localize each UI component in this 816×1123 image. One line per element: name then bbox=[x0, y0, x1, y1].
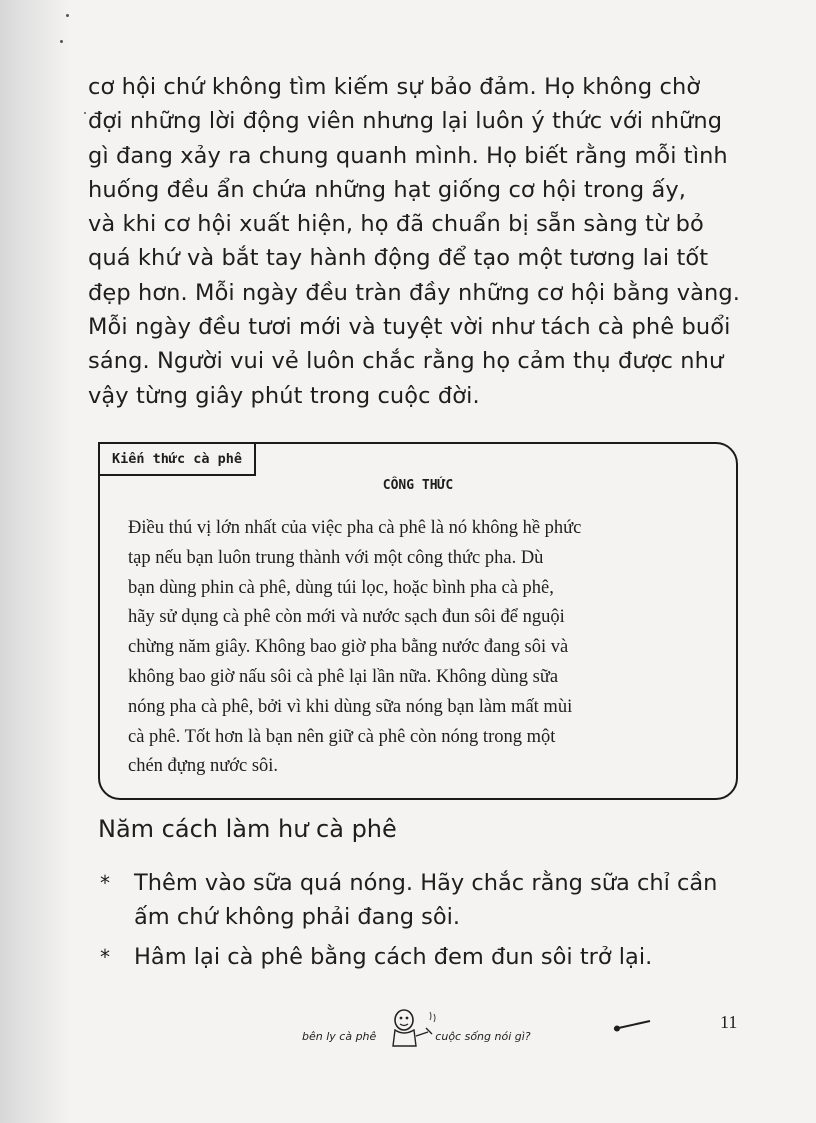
box-tab-label: Kiến thức cà phê bbox=[98, 442, 256, 476]
box-heading: CÔNG THỨC bbox=[382, 478, 454, 493]
box-text-line: hãy sử dụng cà phê còn mới và nước sạch đun sôi để nguội bbox=[128, 607, 565, 628]
scan-speck bbox=[60, 40, 63, 43]
box-text-line: không bao giờ nấu sôi cà phê lại lần nữa. Không dùng sữa bbox=[128, 666, 559, 687]
paragraph-line: và khi cơ hội xuất hiện, họ đã chuẩn bị sẵn sàng từ bỏ bbox=[88, 211, 704, 238]
paragraph-line: đợi những lời động viên nhưng lại luôn ý thức với những bbox=[88, 108, 723, 135]
section-heading: Năm cách làm hư cà phê bbox=[98, 815, 397, 843]
footer-title-right: cuộc sống nói gì? bbox=[435, 1030, 531, 1043]
bullet-line: Thêm vào sữa quá nóng. Hãy chắc rằng sữa chỉ cần bbox=[134, 870, 718, 896]
box-text-line: chén đựng nước sôi. bbox=[128, 756, 279, 777]
bullet-text bbox=[134, 866, 717, 934]
box-text bbox=[128, 514, 708, 782]
bullet-text bbox=[134, 940, 652, 974]
coffee-knowledge-box bbox=[98, 442, 738, 800]
paragraph-line: gì đang xảy ra chung quanh mình. Họ biết rằng mỗi tình bbox=[88, 142, 728, 169]
paragraph-line: huống đều ẩn chứa những hạt giống cơ hội trong ấy, bbox=[88, 176, 687, 203]
paragraph-line: sáng. Người vui vẻ luôn chắc rằng họ cảm thụ được như bbox=[88, 348, 724, 375]
paragraph-line: đẹp hơn. Mỗi ngày đều tràn đầy những cơ hội bằng vàng. bbox=[88, 279, 741, 306]
paragraph-line: cơ hội chứ không tìm kiếm sự bảo đảm. Họ không chờ bbox=[88, 74, 701, 100]
scan-speck bbox=[66, 14, 69, 17]
paragraph-line: quá khứ và bắt tay hành động để tạo một tương lai tốt bbox=[88, 245, 709, 272]
box-text-line: tạp nếu bạn luôn trung thành với một công thức pha. Dù bbox=[128, 547, 544, 568]
box-text-line: nóng pha cà phê, bởi vì khi dùng sữa nóng bạn làm mất mùi bbox=[128, 696, 573, 717]
box-text-line: bạn dùng phin cà phê, dùng túi lọc, hoặc bình pha cà phê, bbox=[128, 577, 554, 598]
page-gutter-shadow bbox=[0, 0, 70, 1123]
paragraph-line: Mỗi ngày đều tươi mới và tuyệt vời như tách cà phê buổi bbox=[88, 314, 731, 341]
bullet-line: ấm chứ không phải đang sôi. bbox=[134, 904, 461, 930]
bullet-star-icon: * bbox=[100, 871, 110, 895]
footer-title-left: bên ly cà phê bbox=[302, 1030, 377, 1043]
box-text-line: cà phê. Tốt hơn là bạn nên giữ cà phê còn nóng trong một bbox=[128, 726, 556, 747]
bullet-star-icon: * bbox=[100, 945, 110, 969]
box-text-line: chừng năm giây. Không bao giờ pha bằng nước đang sôi và bbox=[128, 637, 569, 658]
running-footer-title bbox=[302, 1030, 531, 1043]
page-number: 11 bbox=[720, 1012, 738, 1032]
box-text-line: Điều thú vị lớn nhất của việc pha cà phê là nó không hề phức bbox=[128, 518, 582, 538]
bullet-line: Hâm lại cà phê bằng cách đem đun sôi trở lại. bbox=[134, 944, 653, 970]
paragraph-line: vậy từng giây phút trong cuộc đời. bbox=[88, 382, 480, 409]
scan-speck bbox=[84, 112, 86, 114]
footer-dash-ornament-icon bbox=[612, 1018, 652, 1032]
body-paragraph bbox=[88, 70, 741, 413]
